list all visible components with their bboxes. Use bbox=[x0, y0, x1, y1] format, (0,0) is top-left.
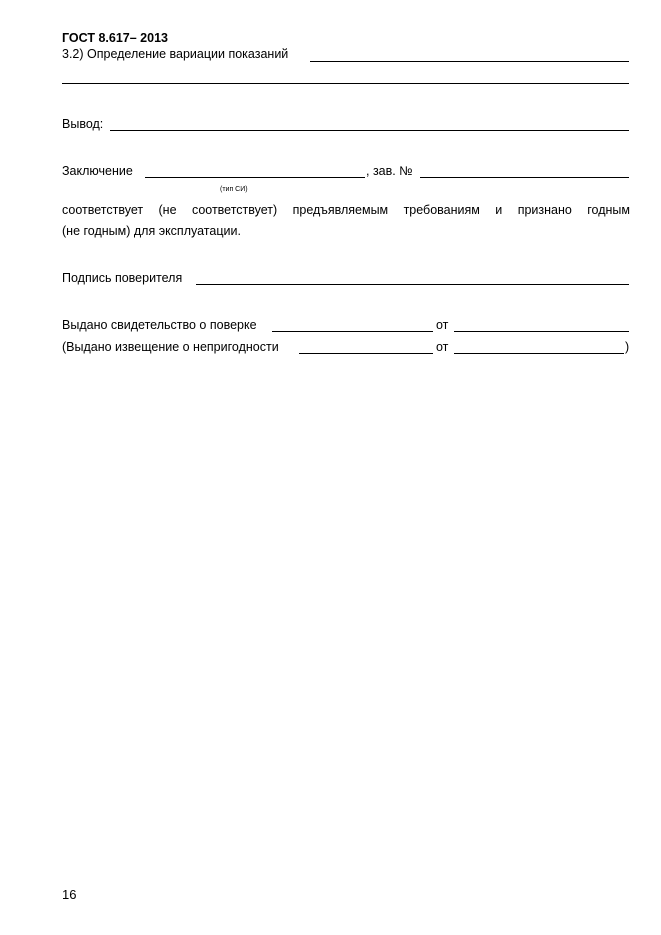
certificate-issued-label: Выдано свидетельство о поверке bbox=[62, 318, 257, 332]
section-item-label: 3.2) Определение вариации показаний bbox=[62, 47, 289, 61]
certificate-date-label: от bbox=[436, 318, 449, 332]
section-item-line bbox=[310, 61, 629, 62]
page-number: 16 bbox=[62, 887, 77, 902]
notice-issued-label: (Выдано извещение о непригодности bbox=[62, 340, 279, 354]
notice-date-label: от bbox=[436, 340, 449, 354]
verdict-text-line-2: (не годным) для эксплуатации. bbox=[62, 224, 241, 238]
instrument-type-hint: (тип СИ) bbox=[220, 186, 248, 193]
conclusion-line bbox=[110, 130, 629, 131]
document-header: ГОСТ 8.617– 2013 bbox=[62, 31, 168, 45]
notice-number-line bbox=[299, 353, 433, 354]
instrument-type-line bbox=[145, 177, 365, 178]
signature-line bbox=[196, 284, 629, 285]
section-item-line-2 bbox=[62, 83, 629, 84]
signature-label: Подпись поверителя bbox=[62, 271, 183, 285]
verdict-text-line-1: соответствует (не соответствует) предъявляемым требованиям и признано годным bbox=[62, 203, 630, 217]
certificate-date-line bbox=[454, 331, 629, 332]
notice-date-line bbox=[454, 353, 624, 354]
certificate-number-line bbox=[272, 331, 433, 332]
conclusion-label: Вывод: bbox=[62, 117, 104, 131]
verdict-label: Заключение bbox=[62, 164, 133, 178]
serial-number-label: , зав. № bbox=[366, 164, 413, 178]
serial-number-line bbox=[420, 177, 629, 178]
notice-closing-paren: ) bbox=[625, 340, 630, 354]
